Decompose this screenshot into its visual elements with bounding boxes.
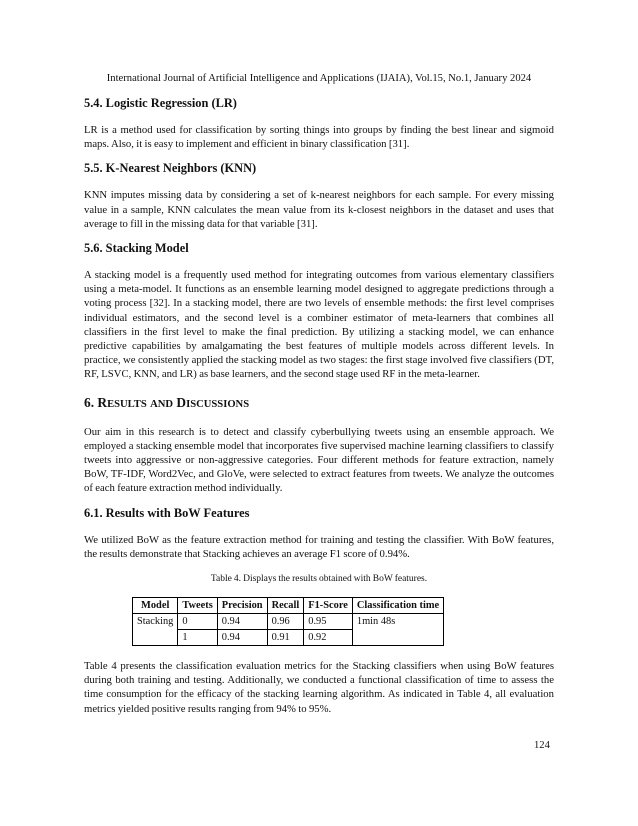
paragraph-results-intro: Our aim in this research is to detect and classify cyberbullying tweets using an ensemble approach. We employed a stacking ensemble model that incorporates five supervised machine learning classifiers to classify tweets into aggressive or non-aggressive categories. Four different methods for feature extraction, namely BoW, TF-IDF, Word2Vec, and GloVe, were selected to extract features from tweets. We analyze the outcomes of each feature extraction method individually. [84,425,554,495]
section-heading-6-1: 6.1. Results with BoW Features [84,505,250,520]
cell-tweets: 0 [178,614,217,630]
paragraph-lr: LR is a method used for classification by sorting things into groups by finding the best linear and sigmoid maps. Also, it is easy to implement and efficient in binary classification [31]. [84,124,554,151]
table-caption: Table 4. Displays the results obtained with BoW features. [210,574,428,585]
cell-model: Stacking [133,614,178,646]
cell-time: 1min 48s [352,614,443,646]
section-heading-6: 6. RESULTS AND DISCUSSIONS [84,394,250,410]
col-header-time: Classification time [352,598,443,614]
cell-tweets: 1 [178,630,217,646]
paragraph-table-discussion: Table 4 presents the classification evaluation metrics for the Stacking classifiers when using BoW features during both training and testing. Additionally, we conducted a functional classification of time to assess the time consumption for the efficacy of the stacking learning algorithm. As indicated in Table 4, all evaluation metrics yielded positive results ranging from 94% to 95%. [84,660,554,715]
page-content [84,96,554,716]
section-heading-5-4: 5.4. Logistic Regression (LR) [84,96,237,110]
cell-precision: 0.94 [217,614,267,630]
col-header-precision: Precision [217,598,267,614]
paragraph-bow: We utilized BoW as the feature extraction method for training and testing the classifier. With BoW features, the results demonstrate that Stacking achieves an average F1 score of 0.94%. [84,533,554,560]
paragraph-knn: KNN imputes missing data by considering a set of k-nearest neighbors for each sample. For every missing value in a sample, KNN calculates the mean value from its k-closest neighbors in the dataset and uses that average to fill in the missing data for that variable [31]. [84,189,554,230]
table-row [133,614,444,630]
table-header-row [133,598,444,614]
col-header-recall: Recall [267,598,304,614]
cell-recall: 0.91 [267,630,304,646]
cell-precision: 0.94 [217,630,267,646]
paragraph-stacking: A stacking model is a frequently used method for integrating outcomes from various elementary classifiers using a meta-model. It functions as an ensemble learning model designed to aggregate predictions through a voting process [32]. In a stacking model, there are two levels of ensemble methods: the first level comprises individual estimators, and the second level is a combiner estimator of meta-learners that combines all classifiers in the first level to make the final prediction. By utilizing a stacking model, we can enhance predictive capabilities by amalgamating the best features of multiple models across different levels. In practice, we consistently applied the stacking model as two stages: the first stage involved five classifiers (DT, RF, LSVC, KNN, and LR) as base learners, and the second stage used RF in the meta-learner. [84,269,554,381]
cell-f1: 0.92 [304,630,353,646]
col-header-model: Model [133,598,178,614]
col-header-tweets: Tweets [178,598,217,614]
section-heading-5-5: 5.5. K-Nearest Neighbors (KNN) [84,161,257,176]
col-header-f1: F1-Score [304,598,353,614]
page-number: 124 [534,740,550,751]
section-heading-5-6: 5.6. Stacking Model [84,241,189,256]
cell-recall: 0.96 [267,614,304,630]
cell-f1: 0.95 [304,614,353,630]
results-table [132,597,444,646]
journal-header: International Journal of Artificial Intelligence and Applications (IJAIA), Vol.15, No.1, January 2024 [106,73,532,84]
